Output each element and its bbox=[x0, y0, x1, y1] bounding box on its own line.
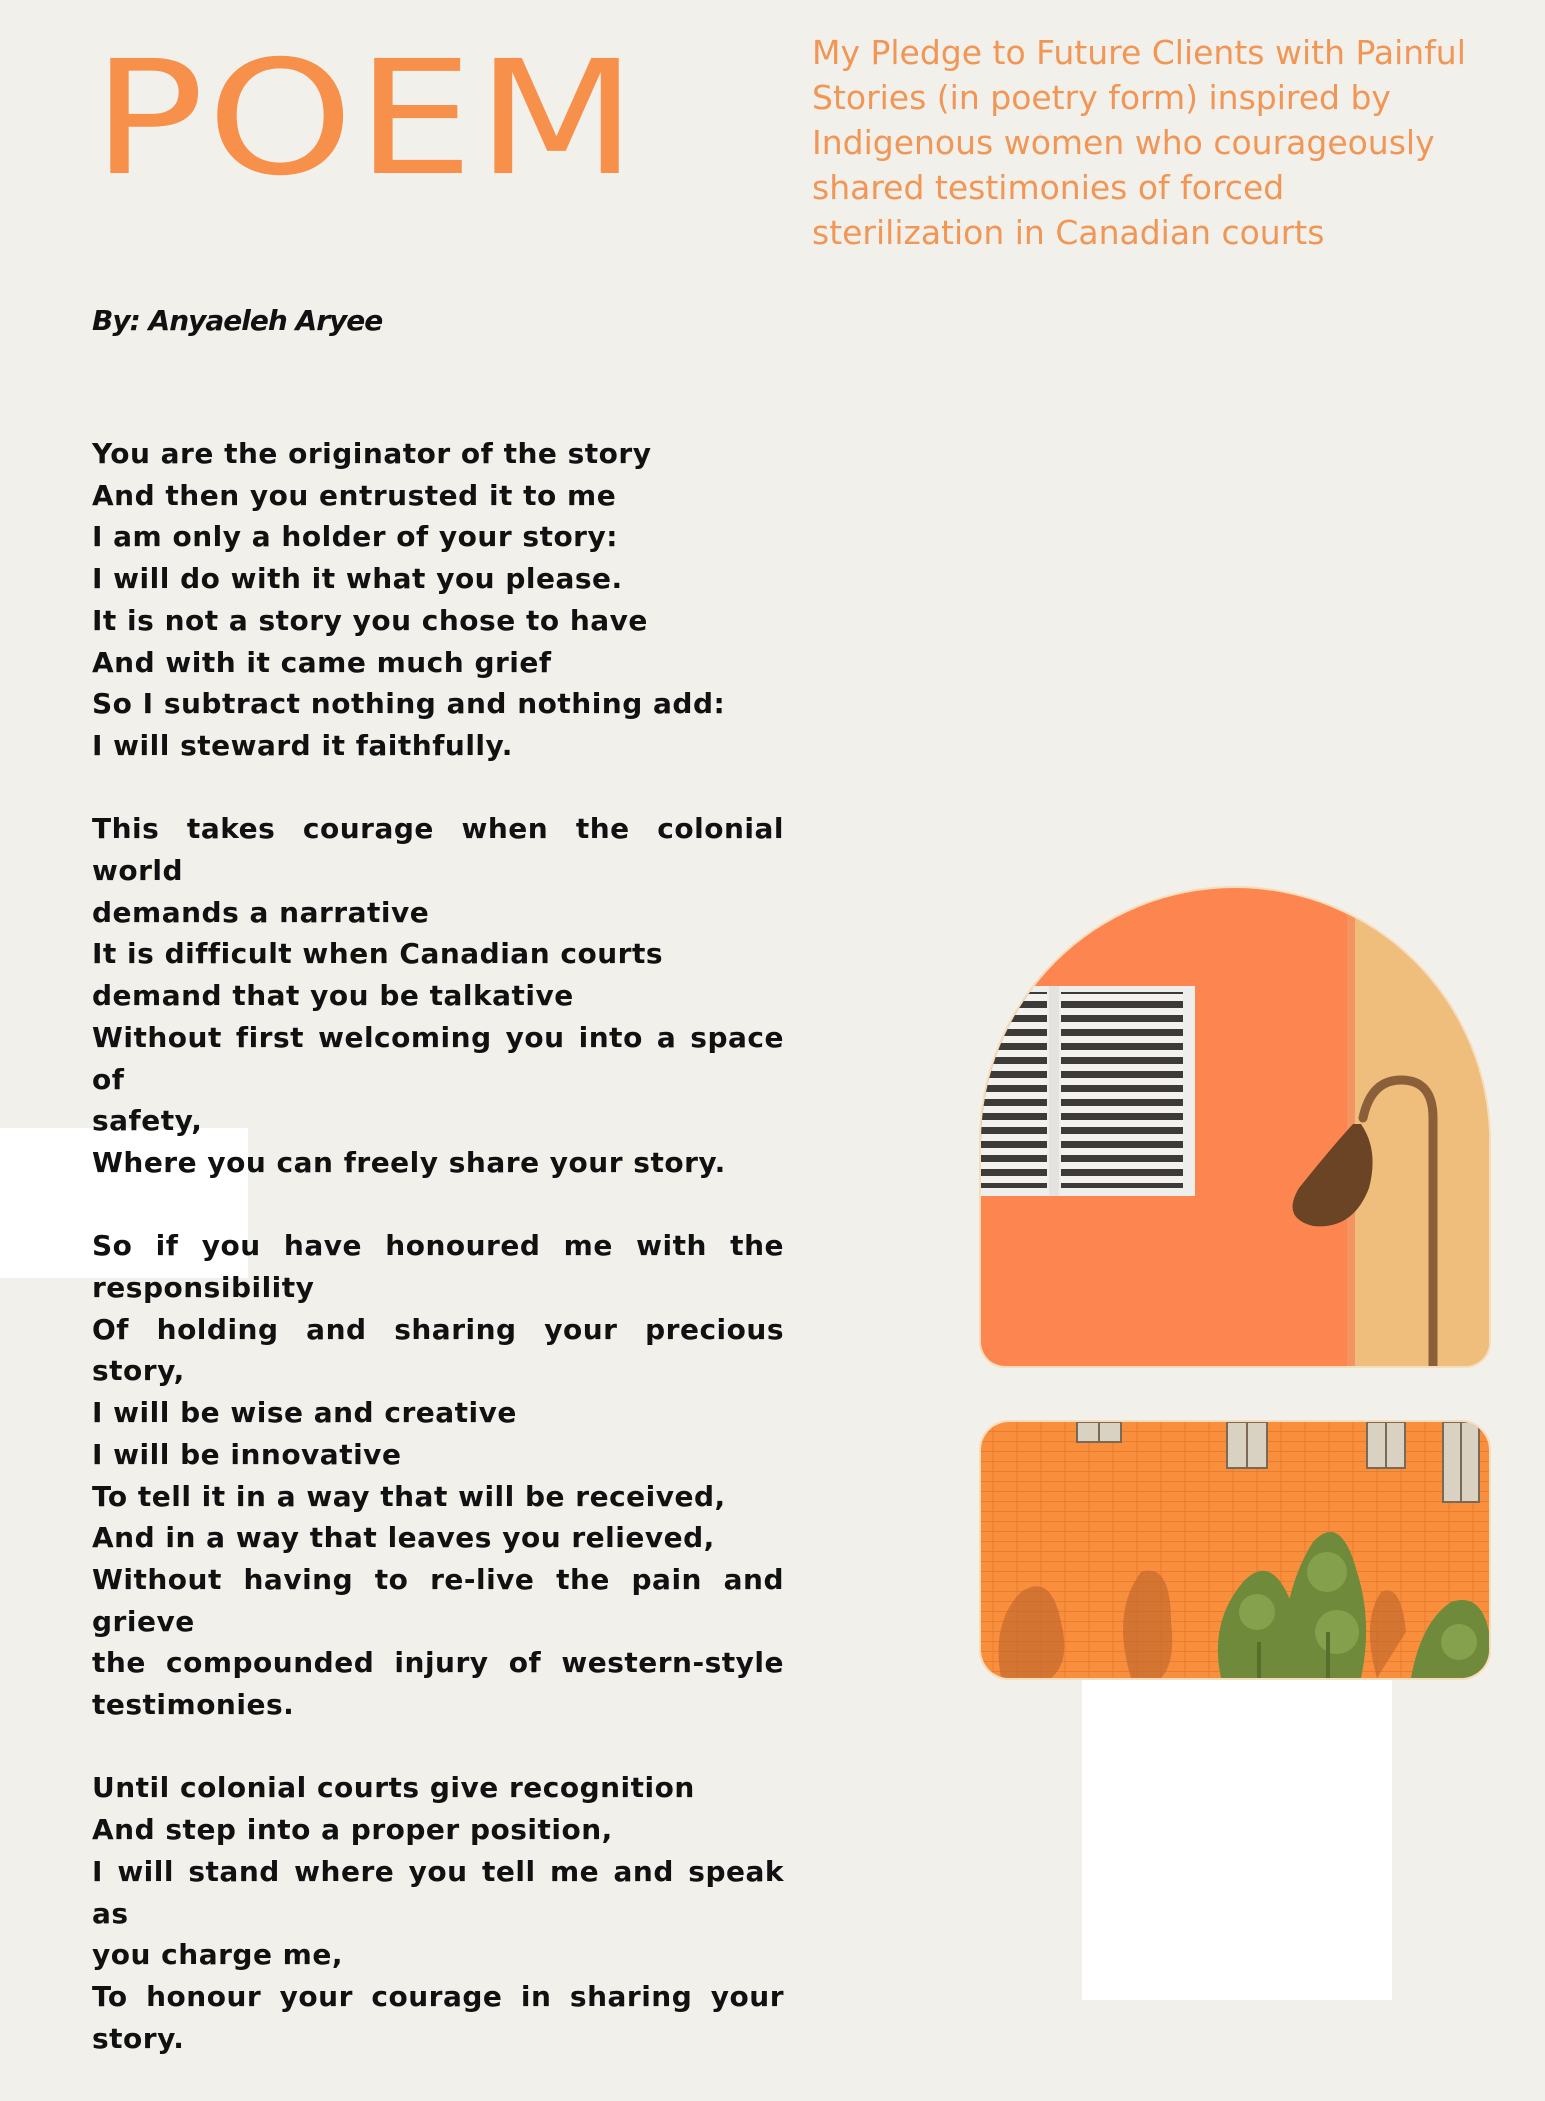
poem-line: demand that you be talkative bbox=[92, 979, 574, 1013]
poem-stanza-4 bbox=[92, 1767, 784, 2059]
subtitle-line: My Pledge to Future Clients with Painful bbox=[812, 33, 1466, 72]
decorative-white-block-bottom bbox=[1082, 1680, 1392, 2000]
poem-line: Of holding and sharing your precious story, bbox=[92, 1312, 784, 1388]
poem-line: Where you can freely share your story. bbox=[92, 1145, 726, 1179]
subtitle-line: Indigenous women who courageously bbox=[812, 123, 1435, 162]
poem-line: So if you have honoured me with the bbox=[92, 1229, 784, 1263]
poem-line: testimonies. bbox=[92, 1688, 295, 1722]
poem-line: Without having to re-live the pain and grieve bbox=[92, 1562, 784, 1638]
poem-line: I will be innovative bbox=[92, 1437, 402, 1471]
poem-line: It is not a story you chose to have bbox=[92, 603, 648, 637]
poem-line: safety, bbox=[92, 1104, 203, 1138]
poem-line: This takes courage when the colonial world bbox=[92, 812, 784, 888]
poem-line: responsibility bbox=[92, 1271, 315, 1305]
poem-line: You are the originator of the story bbox=[92, 437, 652, 470]
poem-stanza-1 bbox=[92, 433, 784, 767]
brick-wall-photo-illustration bbox=[981, 1422, 1489, 1678]
subtitle-line: sterilization in Canadian courts bbox=[812, 213, 1325, 252]
orange-brick-wall-trees-photo bbox=[979, 1420, 1491, 1680]
poem-stanza-2 bbox=[92, 808, 784, 1183]
poem-stanza-3 bbox=[92, 1225, 784, 1725]
poem-line: Until colonial courts give recognition bbox=[92, 1771, 695, 1805]
subtitle-line: Stories (in poetry form) inspired by bbox=[812, 78, 1391, 117]
orange-wall-window-lamp-shadow-photo bbox=[979, 886, 1491, 1368]
poem-subtitle bbox=[812, 30, 1512, 255]
poem-line: And then you entrusted it to me bbox=[92, 478, 617, 512]
poem-line: I will steward it faithfully. bbox=[92, 728, 513, 762]
poem-line: demands a narrative bbox=[92, 895, 430, 929]
poem-line: I am only a holder of your story: bbox=[92, 520, 618, 554]
author-byline: By: Anyaeleh Aryee bbox=[92, 304, 383, 337]
poem-line: And step into a proper position, bbox=[92, 1813, 613, 1847]
poem-line: It is difficult when Canadian courts bbox=[92, 937, 664, 971]
poem-line: Without first welcoming you into a space of bbox=[92, 1020, 784, 1096]
poem-line: And with it came much grief bbox=[92, 645, 552, 679]
poem-line: To honour your courage in sharing your bbox=[92, 1979, 784, 2013]
page-title: POEM bbox=[92, 27, 640, 211]
poem-line: To tell it in a way that will be received, bbox=[92, 1479, 726, 1513]
poem-line: So I subtract nothing and nothing add: bbox=[92, 687, 726, 721]
subtitle-line: shared testimonies of forced bbox=[812, 168, 1285, 207]
poem-line: I will do with it what you please. bbox=[92, 562, 623, 596]
poem-line: story. bbox=[92, 2021, 185, 2055]
poem-line: the compounded injury of western-style bbox=[92, 1646, 784, 1680]
poem-line: I will stand where you tell me and speak as bbox=[92, 1854, 784, 1930]
poem-line: you charge me, bbox=[92, 1938, 343, 1972]
wall-photo-illustration bbox=[981, 888, 1489, 1366]
poem-line: And in a way that leaves you relieved, bbox=[92, 1521, 715, 1555]
poem-body bbox=[92, 433, 784, 2101]
poem-line: I will be wise and creative bbox=[92, 1396, 517, 1430]
